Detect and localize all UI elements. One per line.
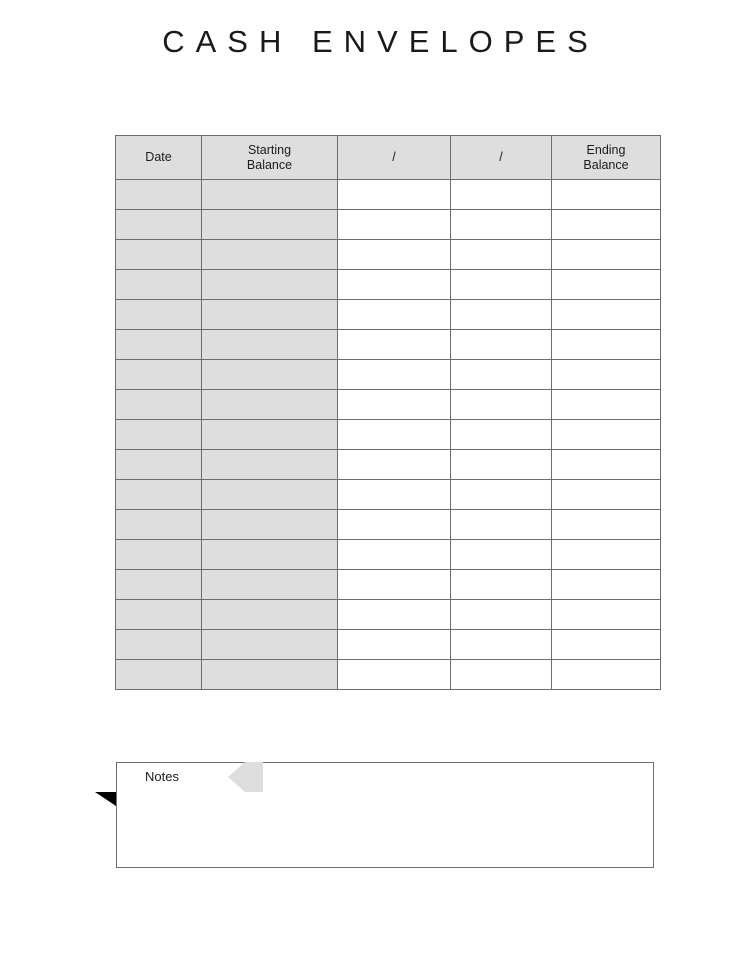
notes-label: Notes bbox=[145, 769, 179, 784]
cell-ending[interactable] bbox=[552, 510, 661, 540]
table-row bbox=[116, 270, 661, 300]
cell-date[interactable] bbox=[116, 540, 202, 570]
column-header-ending-balance bbox=[552, 136, 661, 180]
table-row bbox=[116, 660, 661, 690]
cell-starting[interactable] bbox=[202, 570, 338, 600]
cell-ending[interactable] bbox=[552, 270, 661, 300]
cell-date[interactable] bbox=[116, 330, 202, 360]
cell-ending[interactable] bbox=[552, 300, 661, 330]
cell-custom2[interactable] bbox=[451, 300, 552, 330]
column-header-custom-2-line1: / bbox=[499, 150, 503, 165]
cell-date[interactable] bbox=[116, 210, 202, 240]
cell-ending[interactable] bbox=[552, 360, 661, 390]
cell-custom1[interactable] bbox=[338, 480, 451, 510]
table-row bbox=[116, 510, 661, 540]
table-header bbox=[116, 136, 661, 180]
cell-custom2[interactable] bbox=[451, 570, 552, 600]
table-row bbox=[116, 300, 661, 330]
cell-starting[interactable] bbox=[202, 240, 338, 270]
cell-custom1[interactable] bbox=[338, 600, 451, 630]
cell-custom1[interactable] bbox=[338, 300, 451, 330]
cell-custom2[interactable] bbox=[451, 660, 552, 690]
cell-ending[interactable] bbox=[552, 420, 661, 450]
table-row bbox=[116, 360, 661, 390]
cell-custom2[interactable] bbox=[451, 240, 552, 270]
cell-starting[interactable] bbox=[202, 480, 338, 510]
cell-custom1[interactable] bbox=[338, 630, 451, 660]
cell-custom2[interactable] bbox=[451, 600, 552, 630]
cell-date[interactable] bbox=[116, 450, 202, 480]
column-header-date-line1: Date bbox=[145, 150, 172, 165]
cell-date[interactable] bbox=[116, 180, 202, 210]
cell-starting[interactable] bbox=[202, 180, 338, 210]
cell-date[interactable] bbox=[116, 270, 202, 300]
cell-custom1[interactable] bbox=[338, 390, 451, 420]
page-title: CASH ENVELOPES bbox=[162, 24, 599, 59]
cell-starting[interactable] bbox=[202, 540, 338, 570]
cell-custom2[interactable] bbox=[451, 420, 552, 450]
cell-ending[interactable] bbox=[552, 450, 661, 480]
cell-custom1[interactable] bbox=[338, 330, 451, 360]
cell-custom2[interactable] bbox=[451, 480, 552, 510]
table-header-row bbox=[116, 136, 661, 180]
cell-date[interactable] bbox=[116, 510, 202, 540]
cell-starting[interactable] bbox=[202, 390, 338, 420]
table-row bbox=[116, 330, 661, 360]
table-body bbox=[116, 180, 661, 690]
column-header-custom-2[interactable] bbox=[451, 136, 552, 180]
table-row bbox=[116, 420, 661, 450]
table-row bbox=[116, 180, 661, 210]
cell-custom2[interactable] bbox=[451, 630, 552, 660]
cell-ending[interactable] bbox=[552, 600, 661, 630]
cell-ending[interactable] bbox=[552, 480, 661, 510]
cell-date[interactable] bbox=[116, 360, 202, 390]
cell-custom2[interactable] bbox=[451, 270, 552, 300]
cell-custom1[interactable] bbox=[338, 570, 451, 600]
cell-starting[interactable] bbox=[202, 450, 338, 480]
cell-ending[interactable] bbox=[552, 570, 661, 600]
notes-section bbox=[95, 762, 656, 872]
cell-ending[interactable] bbox=[552, 330, 661, 360]
cell-starting[interactable] bbox=[202, 600, 338, 630]
cell-custom2[interactable] bbox=[451, 540, 552, 570]
table-row bbox=[116, 240, 661, 270]
cell-starting[interactable] bbox=[202, 360, 338, 390]
column-header-ending-balance-line2: Balance bbox=[583, 157, 629, 172]
column-header-starting-balance-line2: Balance bbox=[246, 157, 293, 172]
cell-custom1[interactable] bbox=[338, 360, 451, 390]
cell-starting[interactable] bbox=[202, 330, 338, 360]
cell-custom1[interactable] bbox=[338, 510, 451, 540]
table-row bbox=[116, 600, 661, 630]
column-header-ending-balance-line1: Ending bbox=[586, 142, 626, 157]
cell-custom2[interactable] bbox=[451, 180, 552, 210]
cell-custom1[interactable] bbox=[338, 450, 451, 480]
cell-starting[interactable] bbox=[202, 660, 338, 690]
cell-ending[interactable] bbox=[552, 630, 661, 660]
cell-starting[interactable] bbox=[202, 510, 338, 540]
notes-ribbon-fold-icon bbox=[95, 792, 116, 806]
cell-ending[interactable] bbox=[552, 390, 661, 420]
cell-starting[interactable] bbox=[202, 210, 338, 240]
cell-custom2[interactable] bbox=[451, 510, 552, 540]
cell-custom2[interactable] bbox=[451, 210, 552, 240]
table-row bbox=[116, 540, 661, 570]
column-header-starting-balance bbox=[202, 136, 338, 180]
cell-date[interactable] bbox=[116, 240, 202, 270]
cash-envelopes-table bbox=[115, 135, 661, 690]
cell-starting[interactable] bbox=[202, 270, 338, 300]
cell-date[interactable] bbox=[116, 390, 202, 420]
cell-custom1[interactable] bbox=[338, 240, 451, 270]
table-row bbox=[116, 630, 661, 660]
table-row bbox=[116, 570, 661, 600]
cell-custom2[interactable] bbox=[451, 330, 552, 360]
cell-custom2[interactable] bbox=[451, 360, 552, 390]
cell-custom1[interactable] bbox=[338, 660, 451, 690]
table-row bbox=[116, 390, 661, 420]
cell-date[interactable] bbox=[116, 420, 202, 450]
cell-date[interactable] bbox=[116, 600, 202, 630]
cell-custom1[interactable] bbox=[338, 210, 451, 240]
cell-ending[interactable] bbox=[552, 660, 661, 690]
table-row bbox=[116, 480, 661, 510]
cell-custom2[interactable] bbox=[451, 450, 552, 480]
cell-date[interactable] bbox=[116, 300, 202, 330]
cell-custom1[interactable] bbox=[338, 540, 451, 570]
column-header-custom-1-line1: / bbox=[392, 150, 396, 165]
cell-starting[interactable] bbox=[202, 300, 338, 330]
cell-date[interactable] bbox=[116, 660, 202, 690]
cell-ending[interactable] bbox=[552, 240, 661, 270]
column-header-custom-1[interactable] bbox=[338, 136, 451, 180]
table-row bbox=[116, 450, 661, 480]
cell-custom2[interactable] bbox=[451, 390, 552, 420]
cell-ending[interactable] bbox=[552, 180, 661, 210]
cell-ending[interactable] bbox=[552, 210, 661, 240]
cell-custom1[interactable] bbox=[338, 420, 451, 450]
cell-ending[interactable] bbox=[552, 540, 661, 570]
table-row bbox=[116, 210, 661, 240]
cell-custom1[interactable] bbox=[338, 180, 451, 210]
cell-date[interactable] bbox=[116, 570, 202, 600]
column-header-date bbox=[116, 136, 202, 180]
cell-date[interactable] bbox=[116, 480, 202, 510]
column-header-starting-balance-line1: Starting bbox=[247, 142, 292, 157]
cell-custom1[interactable] bbox=[338, 270, 451, 300]
cell-starting[interactable] bbox=[202, 420, 338, 450]
cell-date[interactable] bbox=[116, 630, 202, 660]
cell-starting[interactable] bbox=[202, 630, 338, 660]
